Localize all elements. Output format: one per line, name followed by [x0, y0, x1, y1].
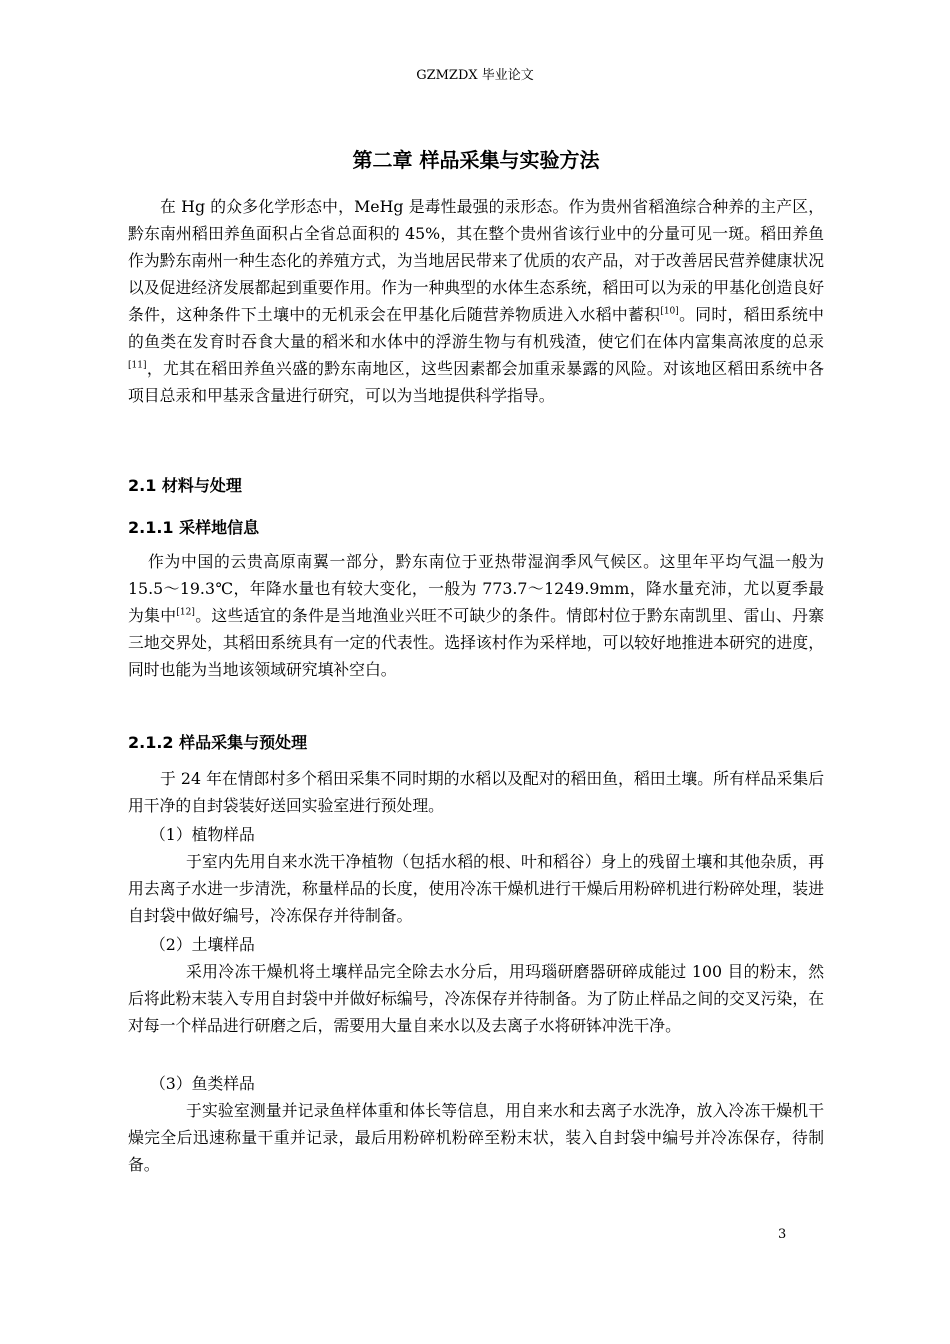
- fish-sample-label: （3）鱼类样品: [150, 1074, 255, 1093]
- fish-sample-paragraph: 于实验室测量并记录鱼样体重和体长等信息，用自来水和去离子水洗净，放入冷冻干燥机干燥完全后迅速称量干重并记录，最后用粉碎机粉碎至粉末状，装入自封袋中编号并冷冻保存，待制备。: [128, 1101, 824, 1174]
- page-number: 3: [778, 1227, 787, 1242]
- plant-sample-label: （1）植物样品: [150, 825, 255, 844]
- citation-10: [10]: [660, 306, 679, 317]
- intro-text-1: 在 Hg 的众多化学形态中，MeHg 是毒性最强的汞形态。作为贵州省稻渔综合种养的主产区，黔东南州稻田养鱼面积占全省总面积的 45%，其在整个贵州省该行业中的分量可见一斑。稻田养鱼作为黔东南州一种生态化的养殖方式，为当地居民带来了优质的农产品，对于改善居民营养健康状况以及促进经济发展都起到重要作用。作为一种典型的水体生态系统，稻田可以为汞的甲基化创造良好条件，这种条件下土壤中的无机汞会在甲基化后随营养物质进入水稻中蓄积: [128, 197, 824, 324]
- plant-sample-paragraph: 于室内先用自来水洗干净植物（包括水稻的根、叶和稻谷）身上的残留土壤和其他杂质，再用去离子水进一步清洗，称量样品的长度，使用冷冻干燥机进行干燥后用粉碎机进行粉碎处理，装进自封袋中做好编号，冷冻保存并待制备。: [128, 852, 824, 925]
- sampling-site-text-2: 。这些适宜的条件是当地渔业兴旺不可缺少的条件。情郎村位于黔东南凯里、雷山、丹寨三地交界处，其稻田系统具有一定的代表性。选择该村作为采样地，可以较好地推进本研究的进度，同时也能为当地该领域研究填补空白。: [128, 606, 824, 679]
- soil-sample-paragraph: 采用冷冻干燥机将土壤样品完全除去水分后，用玛瑙研磨器研碎成能过 100 目的粉末，然后将此粉末装入专用自封袋中并做好标编号，冷冻保存并待制备。为了防止样品之间的交叉污染，在对每一个样品进行研磨之后，需要用大量自来水以及去离子水将研钵冲洗干净。: [128, 962, 824, 1035]
- citation-11: [11]: [128, 360, 147, 371]
- collection-intro-paragraph: 于 24 年在情郎村多个稻田采集不同时期的水稻以及配对的稻田鱼，稻田土壤。所有样品采集后用干净的自封袋装好送回实验室进行预处理。: [128, 769, 824, 815]
- page-header: GZMZDX 毕业论文: [416, 68, 534, 83]
- chapter-title: 第二章 样品采集与实验方法: [352, 148, 600, 172]
- sampling-site-paragraph: [128, 548, 824, 683]
- soil-sample-label: （2）土壤样品: [150, 935, 255, 954]
- intro-paragraph: [128, 193, 824, 409]
- sampling-site-text-1: 作为中国的云贵高原南翼一部分，黔东南位于亚热带湿润季风气候区。这里年平均气温一般为 15.5～19.3℃，年降水量也有较大变化，一般为 773.7～1249.9mm，降水量充沛，尤以夏季最为集中: [128, 552, 824, 625]
- intro-text-2: 。同时，稻田系统中的鱼类在发育时吞食大量的稻米和水体中的浮游生物与有机残渣，使它们在体内富集高浓度的总汞: [128, 305, 824, 351]
- intro-text-3: ，尤其在稻田养鱼兴盛的黔东南地区，这些因素都会加重汞暴露的风险。对该地区稻田系统中各项目总汞和甲基汞含量进行研究，可以为当地提供科学指导。: [128, 359, 824, 405]
- section-2-1-2-heading: 2.1.2 样品采集与预处理: [128, 733, 308, 752]
- section-2-1-1-heading: 2.1.1 采样地信息: [128, 518, 260, 537]
- citation-12: [12]: [176, 607, 195, 618]
- section-2-1-heading: 2.1 材料与处理: [128, 476, 242, 495]
